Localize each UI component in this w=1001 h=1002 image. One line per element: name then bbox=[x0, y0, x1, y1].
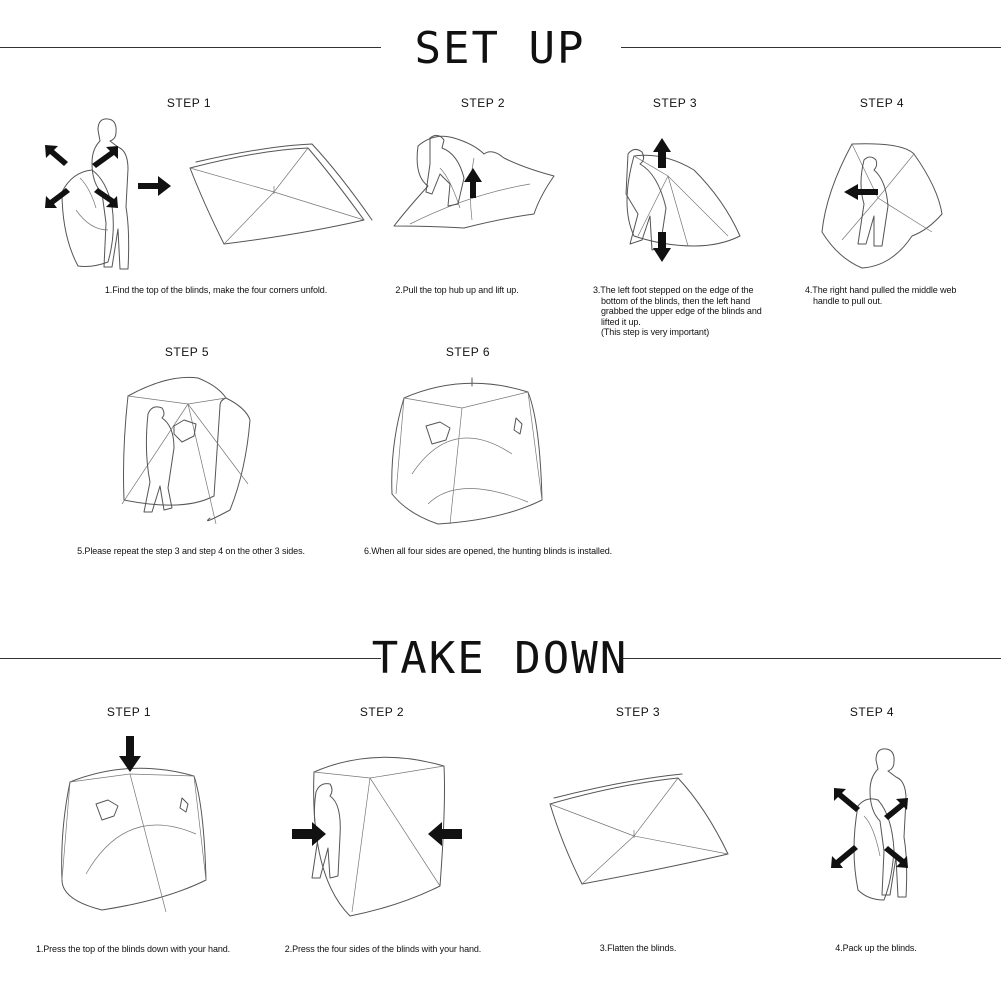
setup-step4-label: STEP 4 bbox=[859, 96, 905, 110]
person-icon bbox=[144, 407, 174, 512]
arrow-icon bbox=[464, 168, 482, 198]
tent-icon bbox=[186, 140, 376, 250]
setup-step4-caption-line1: 4.The right hand pulled the middle web bbox=[805, 285, 957, 295]
setup-step4-illustration bbox=[814, 140, 949, 275]
arrow-icon bbox=[138, 176, 172, 196]
setup-step3-illustration bbox=[608, 136, 748, 266]
tent-icon bbox=[56, 734, 216, 914]
takedown-step2-label: STEP 2 bbox=[359, 705, 405, 719]
takedown-title: TAKE DOWN bbox=[371, 633, 629, 684]
setup-step3-caption-line1: 3.The left foot stepped on the edge of the bbox=[593, 285, 754, 295]
setup-step6-illustration bbox=[388, 374, 548, 534]
person-icon bbox=[870, 749, 907, 897]
takedown-step1-illustration bbox=[56, 734, 216, 914]
tent-icon bbox=[388, 374, 548, 534]
setup-step2-label: STEP 2 bbox=[460, 96, 506, 110]
setup-step1-tent-flat bbox=[186, 140, 376, 250]
setup-step3-caption-line3: grabbed the upper edge of the blinds and bbox=[601, 306, 762, 316]
takedown-step1-label: STEP 1 bbox=[106, 705, 152, 719]
arrow-icon bbox=[831, 788, 908, 868]
arrow-icon bbox=[45, 145, 118, 208]
setup-step3-caption-line5: (This step is very important) bbox=[601, 327, 710, 337]
setup-step4-caption bbox=[805, 285, 956, 306]
setup-step5-label: STEP 5 bbox=[164, 345, 210, 359]
takedown-step3-label: STEP 3 bbox=[615, 705, 661, 719]
tent-icon bbox=[608, 136, 748, 266]
takedown-step4-label: STEP 4 bbox=[849, 705, 895, 719]
takedown-step2-illustration bbox=[290, 752, 465, 922]
setup-step2-illustration bbox=[390, 128, 555, 238]
setup-step3-caption bbox=[593, 285, 762, 338]
tent-icon bbox=[546, 774, 732, 890]
takedown-rule-left bbox=[0, 658, 381, 659]
takedown-step4-caption: 4.Pack up the blinds. bbox=[835, 943, 917, 953]
takedown-step1-caption: 1.Press the top of the blinds down with your hand. bbox=[35, 944, 231, 954]
setup-step2-caption: 2.Pull the top hub up and lift up. bbox=[395, 285, 519, 295]
setup-rule-right bbox=[621, 47, 1001, 48]
tent-icon bbox=[390, 128, 555, 238]
setup-step3-label: STEP 3 bbox=[652, 96, 698, 110]
setup-step6-caption: 6.When all four sides are opened, the hunting blinds is installed. bbox=[363, 546, 613, 556]
setup-step1-arrow bbox=[138, 176, 172, 196]
takedown-step3-caption: 3.Flatten the blinds. bbox=[599, 943, 677, 953]
setup-rule-left bbox=[0, 47, 381, 48]
setup-step4-caption-line2: handle to pull out. bbox=[813, 295, 883, 306]
arrow-icon bbox=[119, 736, 141, 772]
tent-icon bbox=[290, 752, 465, 922]
setup-step6-label: STEP 6 bbox=[445, 345, 491, 359]
takedown-step2-caption: 2.Press the four sides of the blinds with your hand. bbox=[284, 944, 482, 954]
takedown-step3-illustration bbox=[546, 774, 732, 890]
tent-icon bbox=[814, 140, 949, 275]
takedown-step4-illustration bbox=[828, 746, 928, 906]
setup-step1-caption: 1.Find the top of the blinds, make the four corners unfold. bbox=[104, 285, 328, 295]
takedown-rule-right bbox=[621, 658, 1001, 659]
tent-icon bbox=[118, 374, 268, 534]
setup-step5-caption: 5.Please repeat the step 3 and step 4 on the other 3 sides. bbox=[77, 546, 305, 556]
setup-step5-illustration bbox=[118, 374, 268, 534]
setup-step3-caption-line4: lifted it up. bbox=[601, 316, 641, 327]
setup-step3-caption-line2: bottom of the blinds, then the left hand bbox=[601, 295, 751, 306]
setup-title: SET UP bbox=[414, 23, 586, 74]
person-icon bbox=[426, 135, 464, 206]
setup-step1-label: STEP 1 bbox=[166, 96, 212, 110]
